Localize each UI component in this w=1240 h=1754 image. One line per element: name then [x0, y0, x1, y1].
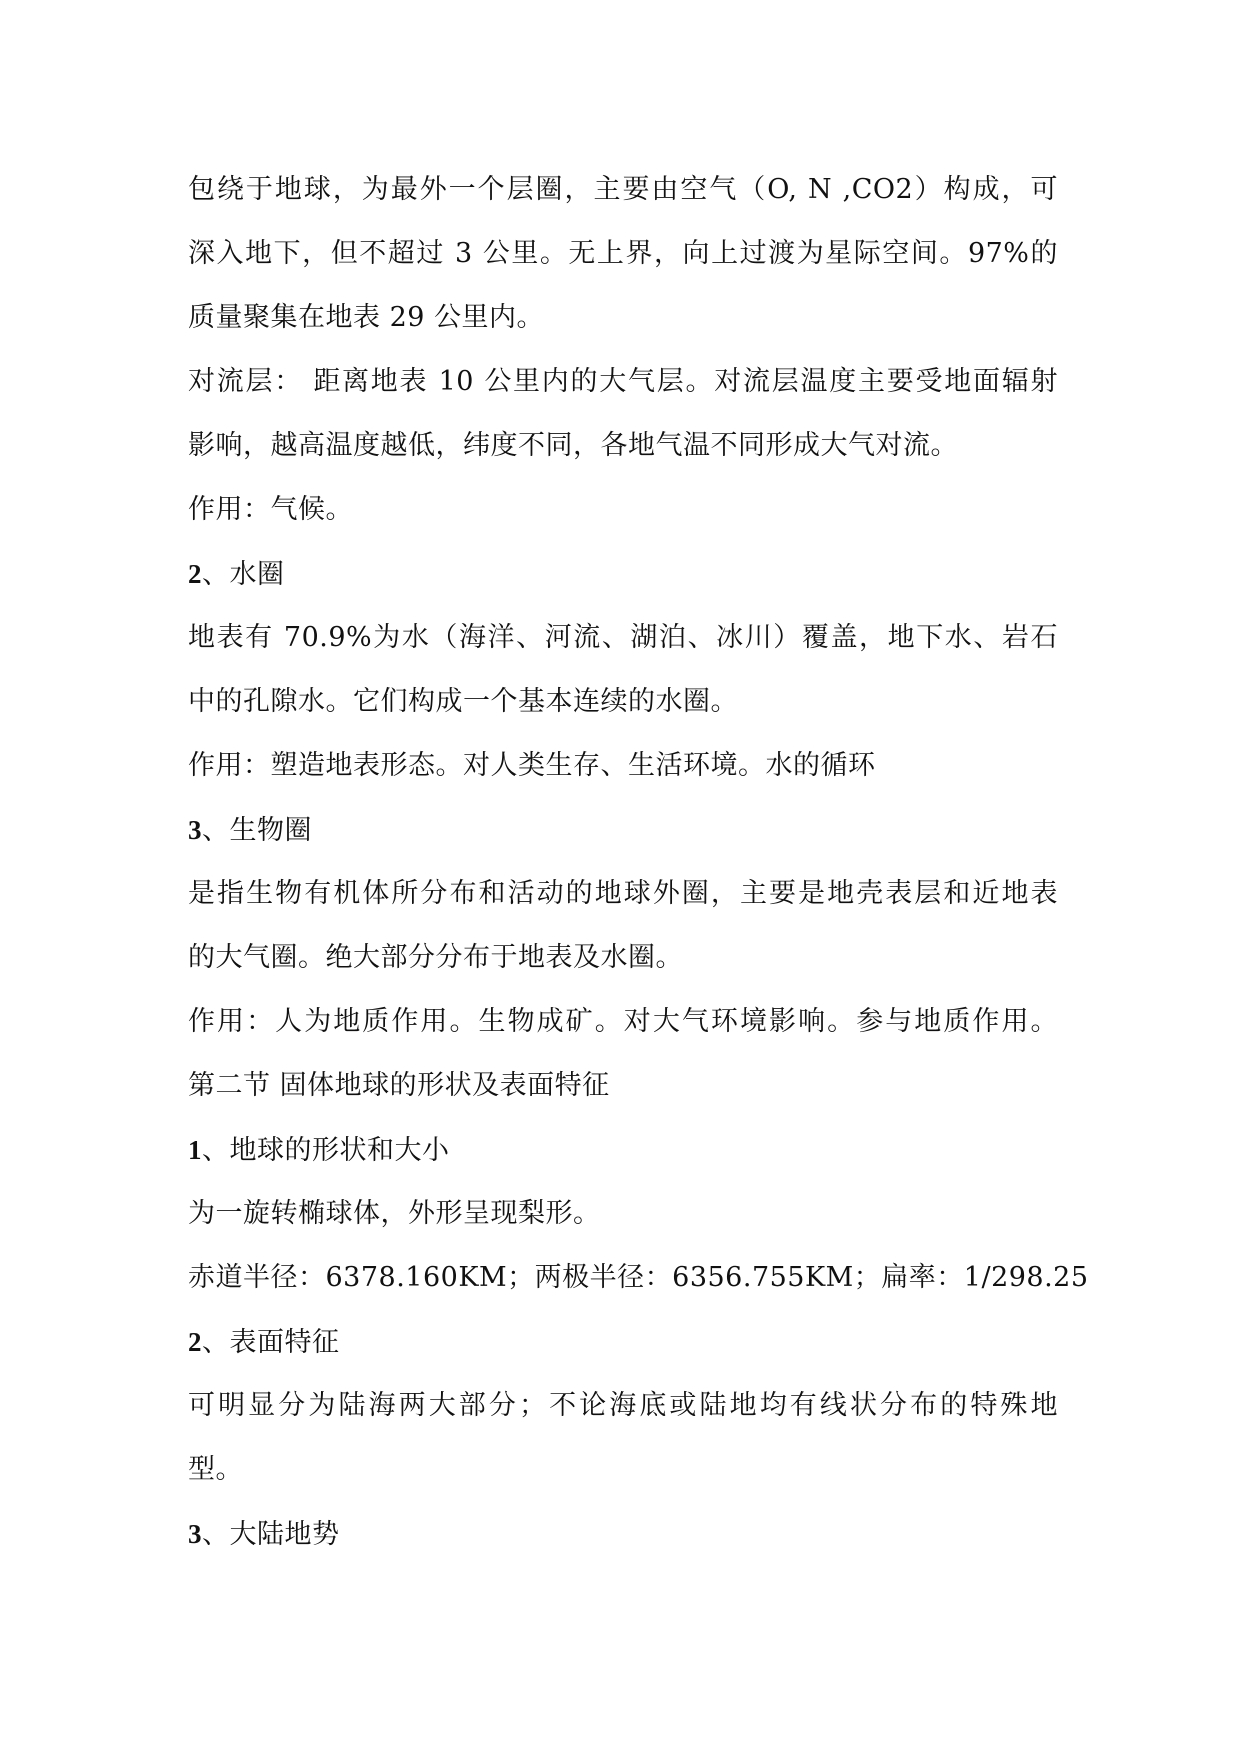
heading-number: 3	[188, 815, 202, 845]
paragraph-line: 作用：人为地质作用。生物成矿。对大气环境影响。参与地质作用。	[188, 1006, 1058, 1037]
paragraph-line: 赤道半径：6378.160KM；两极半径：6356.755KM；扁率：1/298.25	[188, 1262, 1089, 1293]
heading-text: 、地球的形状和大小	[202, 1135, 450, 1166]
section-heading-biosphere	[188, 806, 1068, 870]
section-heading-hydrosphere	[188, 550, 1068, 614]
paragraph-line: 是指生物有机体所分布和活动的地球外圈，主要是地壳表层和近地表	[188, 878, 1058, 909]
section-heading-surface-features	[188, 1318, 1068, 1382]
paragraph-line: 作用：气候。	[188, 494, 353, 525]
paragraph-line: 深入地下，但不超过 3 公里。无上界，向上过渡为星际空间。97%的	[188, 238, 1058, 269]
heading-text: 、大陆地势	[202, 1519, 340, 1550]
paragraph-line: 影响，越高温度越低，纬度不同，各地气温不同形成大气对流。	[188, 430, 958, 461]
heading-number: 3	[188, 1519, 202, 1549]
paragraph-line: 为一旋转椭球体，外形呈现梨形。	[188, 1198, 601, 1229]
heading-number: 1	[188, 1135, 202, 1165]
paragraph-line: 型。	[188, 1454, 243, 1485]
paragraph-line: 对流层： 距离地表 10 公里内的大气层。对流层温度主要受地面辐射	[188, 366, 1058, 397]
heading-text: 、生物圈	[202, 815, 312, 846]
paragraph-line: 中的孔隙水。它们构成一个基本连续的水圈。	[188, 686, 738, 717]
paragraph-line: 作用：塑造地表形态。对人类生存、生活环境。水的循环	[188, 750, 876, 781]
chapter-section-title: 第二节 固体地球的形状及表面特征	[188, 1070, 610, 1101]
section-heading-earth-shape	[188, 1126, 1068, 1190]
paragraph-line: 包绕于地球，为最外一个层圈，主要由空气（O, N ,CO2）构成，可	[188, 174, 1058, 205]
paragraph-line: 可明显分为陆海两大部分；不论海底或陆地均有线状分布的特殊地	[188, 1390, 1058, 1421]
heading-text: 、水圈	[202, 559, 285, 590]
document-body	[188, 166, 1089, 1574]
heading-number: 2	[188, 559, 202, 589]
section-heading-continental-relief	[188, 1510, 1068, 1574]
paragraph-line: 的大气圈。绝大部分分布于地表及水圈。	[188, 942, 683, 973]
paragraph-line: 地表有 70.9%为水（海洋、河流、湖泊、冰川）覆盖，地下水、岩石	[188, 622, 1058, 653]
heading-text: 、表面特征	[202, 1327, 340, 1358]
paragraph-line: 质量聚集在地表 29 公里内。	[188, 302, 545, 333]
heading-number: 2	[188, 1327, 202, 1357]
